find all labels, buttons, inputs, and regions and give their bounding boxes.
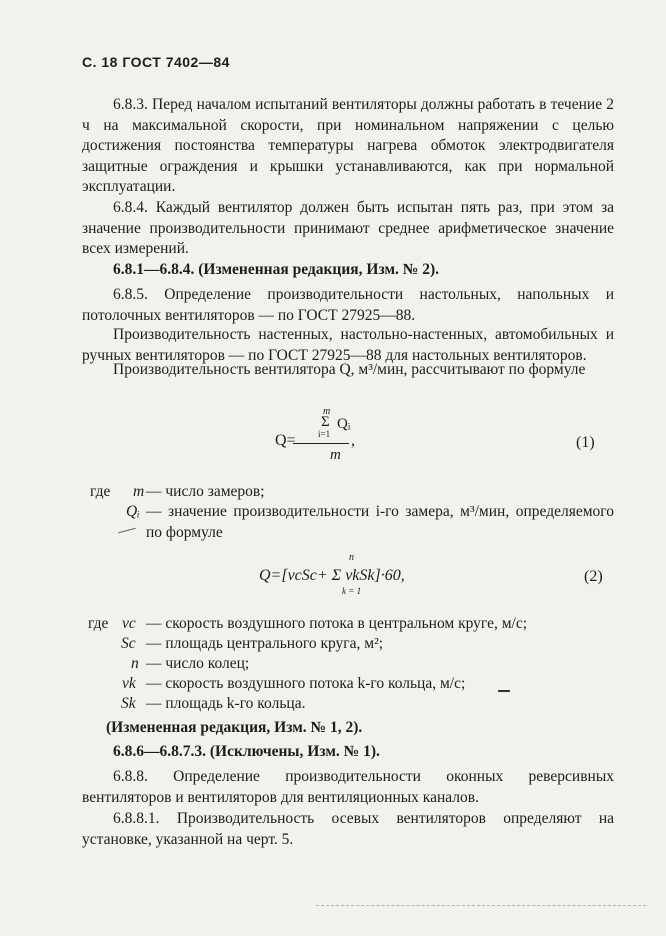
formula-1-term: Qᵢ [337,416,351,432]
formula-1-number: (1) [576,434,595,451]
formula-1 [275,406,395,472]
definition-n: — число колец; [146,655,250,672]
paragraph-6-8-6: 6.8.6—6.8.7.3. (Исключены, Изм. № 1). [113,743,380,760]
symbol-vk: vk [122,675,136,692]
definition-vk: — скорость воздушного потока k-го кольца, м/с; [146,675,466,692]
revision-note: (Измененная редакция, Изм. № 1, 2). [106,719,363,736]
scan-mark [118,528,136,534]
symbol-sc: Sc [121,635,136,652]
page-bottom-rule [316,905,646,906]
symbol-m: m [133,483,145,500]
formula-2-number: (2) [584,568,603,585]
paragraph-6-8-5-c: Производительность вентилятора Q, м³/мин, рассчитывают по формуле [113,361,586,378]
definition-vc: — скорость воздушного потока в центральном круге, м/с; [146,615,527,632]
symbol-sk: Sk [121,695,136,712]
paragraph-6-8-5-b: Производительность настенных, настольно-настенных, автомобильных и ручных вентиляторов — по ГОСТ 27925—88 для настольных вентиляторов. [82,326,614,364]
paragraph-6-8-3: 6.8.3. Перед началом испытаний вентиляторы должны работать в течение 2 ч на максимальной скорости, при номинальном напряжении с целью достижения постоянства температуры нагрева обмоток электродвигателя защитные ограждения и крышки устанавливаются, как при нормальной эксплуатации. [82,96,614,195]
formula-1-sigma: Σ [321,414,330,430]
formula-2-lower: k = 1 [342,586,362,596]
page-header: С. 18 ГОСТ 7402—84 [82,54,230,70]
formula-2-body: Q=[vcSc+ Σ vkSk]·60, [259,567,405,584]
symbol-qi: Qᵢ [126,503,140,520]
formula-1-denominator: m [330,447,341,463]
symbol-vc: vc [122,615,136,632]
paragraph-6-8-8-1: 6.8.8.1. Производительность осевых вентиляторов определяют на установке, указанной на черт. 5. [82,810,614,848]
paragraph-6-8-8: 6.8.8. Определение производительности оконных реверсивных вентиляторов и вентиляторов для вентиляционных каналов. [82,768,614,806]
paragraph-6-8-4: 6.8.4. Каждый вентилятор должен быть испытан пять раз, при этом за значение производительности принимают среднее арифметическое значение всех измерений. [82,199,614,257]
definition-qi: — значение производительности i-го замера, м³/мин, определяемого по формуле [146,503,614,541]
where-label-2: где [88,615,109,632]
formula-1-lower: i=1 [318,429,331,439]
where-label-1: где [90,483,111,500]
formula-2 [259,552,459,602]
definition-m: — число замеров; [146,483,265,500]
paragraph-6-8-5: 6.8.5. Определение производительности настольных, напольных и потолочных вентиляторов — по ГОСТ 27925—88. [82,286,614,324]
formula-2-upper: n [349,552,354,563]
formula-1-comma: , [351,432,355,449]
formula-1-fraction-bar [293,443,349,444]
scan-mark-dash [498,690,510,692]
formula-1-lhs: Q= [275,432,296,449]
definition-sk: — площадь k-го кольца. [146,695,306,712]
symbol-n: n [131,655,139,672]
paragraph-6-8-1-revision: 6.8.1—6.8.4. (Измененная редакция, Изм. № 2). [113,261,440,278]
formula-1-upper: m [323,406,331,417]
definition-sc: — площадь центрального круга, м²; [146,635,384,652]
